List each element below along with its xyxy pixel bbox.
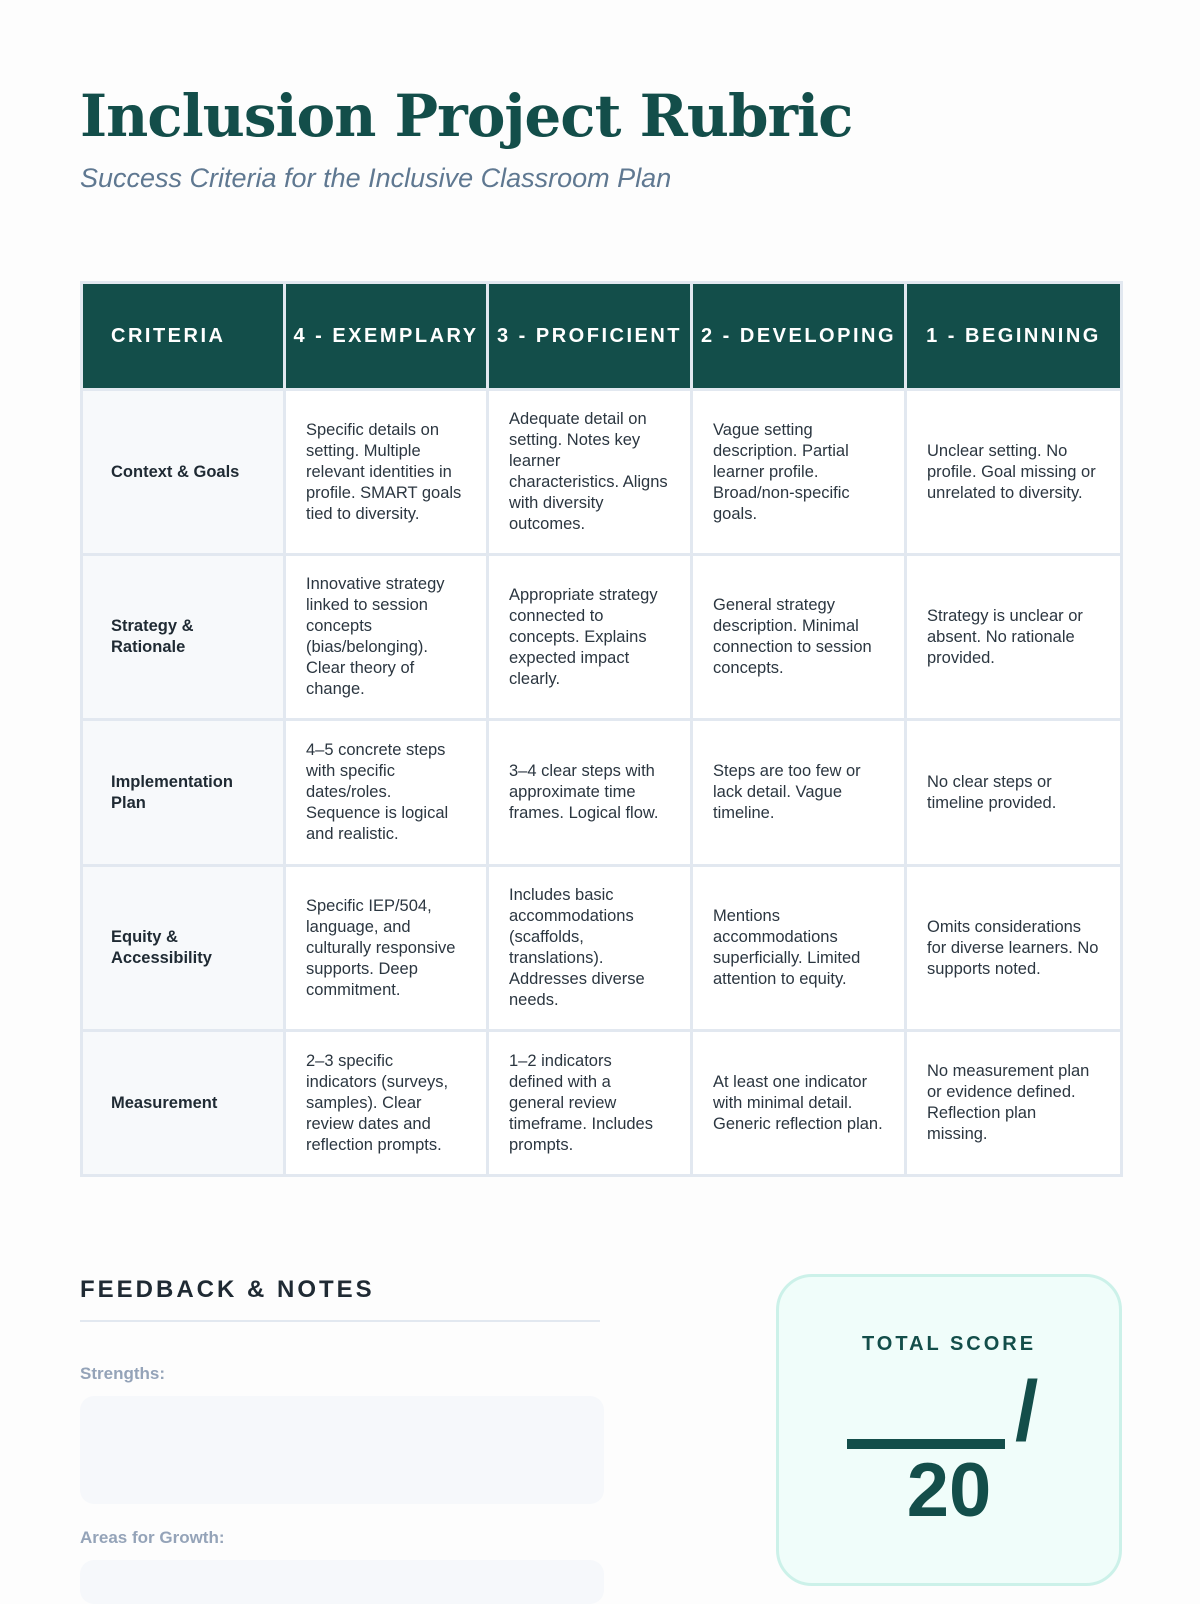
page-subtitle: Success Criteria for the Inclusive Classroom Plan bbox=[80, 163, 672, 193]
feedback-heading-text: FEEDBACK & NOTES bbox=[80, 1276, 375, 1303]
strengths-field[interactable] bbox=[80, 1396, 604, 1504]
feedback-divider bbox=[80, 1320, 600, 1322]
page-title: Inclusion Project Rubric bbox=[80, 82, 853, 150]
growth-label: Areas for Growth: bbox=[80, 1528, 225, 1547]
rubric-row-implementation-plan bbox=[82, 720, 1122, 866]
feedback-heading bbox=[80, 1276, 375, 1304]
rubric-table bbox=[80, 281, 1123, 1177]
total-score-card bbox=[776, 1274, 1122, 1586]
level-4-description: Specific IEP/504, language, and culturally responsive supports. Deep commitment. bbox=[285, 866, 488, 1031]
score-total: 20 bbox=[906, 1448, 992, 1533]
level-1-description: Unclear setting. No profile. Goal missing or unrelated to diversity. bbox=[906, 390, 1122, 555]
level-2-description: Vague setting description. Partial learner profile. Broad/non-specific goals. bbox=[692, 390, 906, 555]
criterion-label: Strategy & Rationale bbox=[82, 555, 285, 720]
level-3-description: 1–2 indicators defined with a general review timeframe. Includes prompts. bbox=[488, 1031, 692, 1176]
level-1-description: No clear steps or timeline provided. bbox=[906, 720, 1122, 866]
level-3-description: Includes basic accommodations (scaffolds, translations). Addresses diverse needs. bbox=[488, 866, 692, 1031]
rubric-row-measurement bbox=[82, 1031, 1122, 1176]
criterion-label: Context & Goals bbox=[82, 390, 285, 555]
level-4-description: Innovative strategy linked to session concepts (bias/belonging). Clear theory of change. bbox=[285, 555, 488, 720]
rubric-row-strategy-rationale bbox=[82, 555, 1122, 720]
level-2-description: Mentions accommodations superficially. Limited attention to equity. bbox=[692, 866, 906, 1031]
level-2-description: At least one indicator with minimal detail. Generic reflection plan. bbox=[692, 1031, 906, 1176]
level-3-description: Appropriate strategy connected to concepts. Explains expected impact clearly. bbox=[488, 555, 692, 720]
level-3-description: Adequate detail on setting. Notes key learner characteristics. Aligns with diversity outcomes. bbox=[488, 390, 692, 555]
criterion-label: Measurement bbox=[82, 1031, 285, 1176]
criterion-label: Implementation Plan bbox=[82, 720, 285, 866]
rubric-row-equity-accessibility bbox=[82, 866, 1122, 1031]
level-4-description: 4–5 concrete steps with specific dates/roles. Sequence is logical and realistic. bbox=[285, 720, 488, 866]
level-3-description: 3–4 clear steps with approximate time frames. Logical flow. bbox=[488, 720, 692, 866]
level-1-description: Strategy is unclear or absent. No rationale provided. bbox=[906, 555, 1122, 720]
column-header-proficient: 3 - PROFICIENT bbox=[488, 283, 692, 390]
score-slash: / bbox=[1015, 1364, 1039, 1458]
level-4-description: 2–3 specific indicators (surveys, samples). Clear review dates and reflection prompts. bbox=[285, 1031, 488, 1176]
level-4-description: Specific details on setting. Multiple relevant identities in profile. SMART goals tied to diversity. bbox=[285, 390, 488, 555]
rubric-row-context-goals bbox=[82, 390, 1122, 555]
column-header-developing: 2 - DEVELOPING bbox=[692, 283, 906, 390]
column-header-beginning: 1 - BEGINNING bbox=[906, 283, 1122, 390]
strengths-label: Strengths: bbox=[80, 1364, 165, 1383]
level-1-description: Omits considerations for diverse learners. No supports noted. bbox=[906, 866, 1122, 1031]
total-score-label bbox=[779, 1333, 1119, 1356]
column-header-criteria: CRITERIA bbox=[82, 283, 285, 390]
total-score-label-text: TOTAL SCORE bbox=[861, 1333, 1037, 1355]
criterion-label: Equity & Accessibility bbox=[82, 866, 285, 1031]
level-1-description: No measurement plan or evidence defined. Reflection plan missing. bbox=[906, 1031, 1122, 1176]
level-2-description: General strategy description. Minimal connection to session concepts. bbox=[692, 555, 906, 720]
column-header-exemplary: 4 - EXEMPLARY bbox=[285, 283, 488, 390]
growth-field[interactable] bbox=[80, 1560, 604, 1604]
rubric-header-row bbox=[82, 283, 1122, 390]
level-2-description: Steps are too few or lack detail. Vague timeline. bbox=[692, 720, 906, 866]
